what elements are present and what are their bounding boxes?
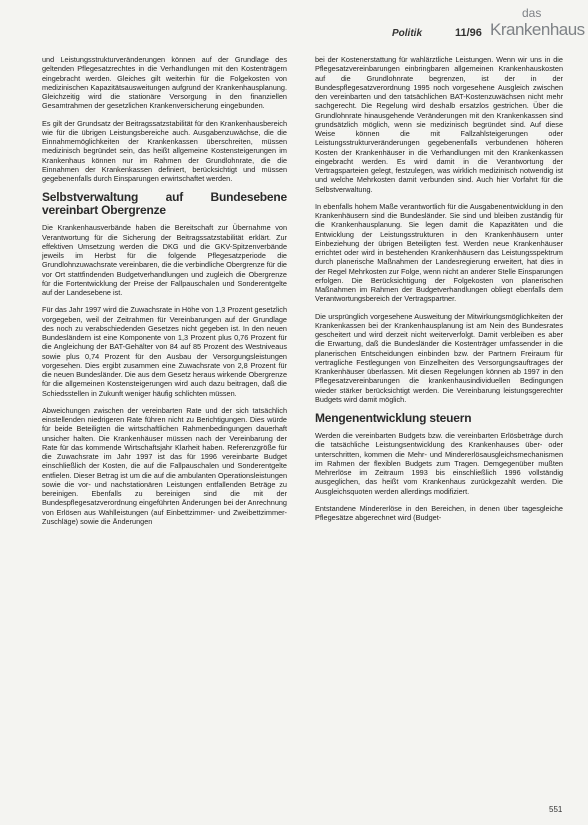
paragraph: Entstandene Mindererlöse in den Bereichen, in denen über tagesgleiche Pflegesätze abgerechnet wird (Budget- (315, 503, 563, 522)
page-header (0, 0, 588, 52)
logo-das: das (522, 6, 542, 20)
paragraph: und Leistungsstrukturveränderungen können auf der Grundlage des geltenden Pflegesatzrechtes in die Verhandlungen mit den Kostenträgern eingebracht werden. Gleiches gilt weiterhin für die Folgekosten von medizinischen Kapazitätsausweitungen aufgrund der Krankenhausplanung. Gleichzeitig wird die stationäre Versorgung in den finanziellen Gesamtrahmen der gesetzlichen Krankenversicherung eingebunden. (42, 55, 287, 111)
section-heading: Mengenentwicklung steuern (315, 411, 472, 425)
paragraph: Werden die vereinbarten Budgets bzw. die vereinbarten Erlösbeträge durch die tatsächliche Leistungsentwicklung des Krankenhauses über- oder unterschritten, kommen die Mehr- und Mindererlösausgleichsmechanismen im Rahmen der flexiblen Budgets zum Tragen. Demgegenüber mußten Mehrerlöse im Zeitraum 1993 bis einschließlich 1996 vollständig ausgeglichen, das heißt vom Krankenhaus zurückgezahlt werden. Die Ausgleichsquoten werden allerdings modifiziert. (315, 431, 563, 496)
left-column (42, 55, 287, 534)
issue-number: 11/96 (455, 27, 482, 39)
section-label: Politik (392, 28, 423, 39)
paragraph: Die ursprünglich vorgesehene Ausweitung der Mitwirkungsmöglichkeiten der Krankenkassen bei der Krankenhausplanung ist am Nein des Bundesrates gescheitert und wird derzeit nicht weiterverfolgt. Damit verbleiben es aber die Erwartung, daß die Bundesländer die Kostenträger umfassender in die planerischen Entscheidungen einbinden bzw. der Partnern Freiraum für vertragliche Festlegungen von Einzelheiten des Versorgungsauftrages der Krankenhäuser überlassen. Mit diesen Regelungen können ab 1997 in den Pflegesatzvereinbarungen die krankenhausindividuellen Bedingungen wieder stärker berücksichtigt werden. Die Vereinbarung leistungsgerechter Budgets wird damit möglich. (315, 311, 563, 404)
paragraph: Es gilt der Grundsatz der Beitragssatzstabilität für den Krankenhausbereich wie für die übrigen Leistungsbereiche auch. Ausgabenzuwächse, die die Einnahmemöglichkeiten der Krankenkassen überschreiten, müssen medizinisch begründet sein, das heißt allgemeine Kostensteigerungen im Krankenhaus können nur im Rahmen der Grundlohnrate, die die Einnahmen der Krankenkassen definiert, berücksichtigt und müssen gegebenenfalls durch Einsparungen erwirtschaftet werden. (42, 118, 287, 183)
right-column (315, 55, 563, 530)
paragraph: Die Krankenhausverbände haben die Bereitschaft zur Übernahme von Verantwortung für die Sicherung der Beitragssatzstabilität erklärt. Zur effektiven Umsetzung werden die DKG und die GKV-Spitzenverbände jeweils im Herbst für die folgende Pflegesatzperiode die Grundlohnzuwachsrate vereinbaren, die die verbindliche Obergrenze für die vor Ort stattfindenden Budgetverhandlungen und zugleich die Obergrenze für die Fortentwicklung der Preise der Fallpauschalen und Sonderentgelte auf der Landesebene ist. (42, 223, 287, 297)
paragraph: Für das Jahr 1997 wird die Zuwachsrate in Höhe von 1,3 Prozent gesetzlich vorgegeben, weil der Zeitrahmen für Vereinbarungen auf der Grundlage des noch zu verabschiedenden Gesetzes nicht gegeben ist. In den neuen Bundesländern ist eine Komponente von 1,3 Prozent plus 0,76 Prozent für die Angleichung der BAT-Gehälter von 84 auf 85 Prozent des Westniveaus sowie plus 0,74 Prozent für den Ausbau der Versorgungsleistungen vorgesehen. Dies ergibt zusammen eine Zuwachsrate von 2,8 Prozent für die neuen Bundesländer. Die aus dem Gesetz heraus wirkende Obergrenze für die allgemeinen Kostensteigerungen wird auch dazu beitragen, daß die Schiedsstellen in Zukunft weniger häufig schlichten müssen. (42, 305, 288, 398)
section-heading: Selbstverwaltung auf Bundesebene vereinbart Obergrenze (42, 190, 287, 218)
paragraph: Abweichungen zwischen der vereinbarten Rate und der sich tatsächlich einstellenden niedrigeren Rate führen nicht zu Berichtigungen. Dies würde für beide Beteiligten die wirtschaftlichen Rahmenbedingungen dauerhaft unsicher halten. Die Krankenhäuser müssen nach der Vereinbarung der Rate für das kommende Wirtschaftsjahr Klarheit haben. Referenzgröße für die Zuwachsrate im Jahr 1997 ist das für 1996 vereinbarte Budget einschließlich der Kosten, die auf die Fallpauschalen und Sonderentgelte entfielen. Dieser Betrag ist um die auf die ambulanten Operationsleistungen sowie die vor- und nachstationären Leistungen entfallenden Beträge zu bereinigen. Ebenfalls zu bereinigen sind die mit der Bundespflegesatzverordnung eingeführten Änderungen bei der Anrechnung von Erlösen aus Wahlleistungen (auf Einbettzimmer- und Zweibettzimmer-Zuschläge) sowie die Änderungen (42, 405, 287, 526)
paragraph: In ebenfalls hohem Maße verantwortlich für die Ausgabenentwicklung in den Krankenhäusern sind die Bundesländer. Sie sind und bleiben zuständig für die Krankenhausplanung. Sie legen damit die Kapazitäten und die Entwicklung der Leistungsstrukturen in den Krankenhäusern unter Einbeziehung der übrigen Beteiligten fest. Werden neue Krankenhäuser errichtet oder wird in bestehenden Krankenhäusern das Leistungsspektrum durch planerische Maßnahmen der Landesregierung erweitert, hat dies in der Regel Mehrkosten zur Folge, wenn nicht an anderer Stelle Einsparungen erfolgen. Die Berücksichtigung der Folgekosten von planerischen Maßnahmen im Rahmen der Budgetverhandlungen obliegt ebenfalls dem Verantwortungsbereich der Vertragspartner. (315, 201, 563, 304)
paragraph: bei der Kostenerstattung für wahlärztliche Leistungen. Wenn wir uns in die Pflegesatzvereinbarungen einbringbaren allgemeinen Krankenhauskosten auf die Grundlohnrate begrenzen, ist der in der Bundespflegesatzverordnung 1995 noch vorgesehene Ausgleich zwischen den vereinbarten und den tatsächlichen BAT-Kostenzuwächsen nicht mehr sachgerecht. Die Regelung wird deshalb ersatzlos gestrichen. Über die Grundlohnrate hinausgehende Veränderungen mit den Krankenkassen sind grundsätzlich möglich, wenn sie medizinisch begründet sind. Auf diese Weise können die mit Fallzahlsteigerungen oder Leistungsstrukturveränderungen gegebenenfalls verbundenen höheren Kosten der Krankenhäuser in die Verhandlungen mit den Krankenkassen eingebracht werden. Es wird damit in die Verantwortung der Vertragsparteien gelegt, festzulegen, was wirklich medizinisch notwendig ist und welche Mehrkosten damit verbunden sind. Auch hier Vorfahrt für die Selbstverwaltung. (315, 55, 563, 194)
magazine-logo (490, 6, 585, 44)
logo-krankenhaus: Krankenhaus (490, 20, 585, 39)
page-number: 551 (549, 805, 563, 814)
